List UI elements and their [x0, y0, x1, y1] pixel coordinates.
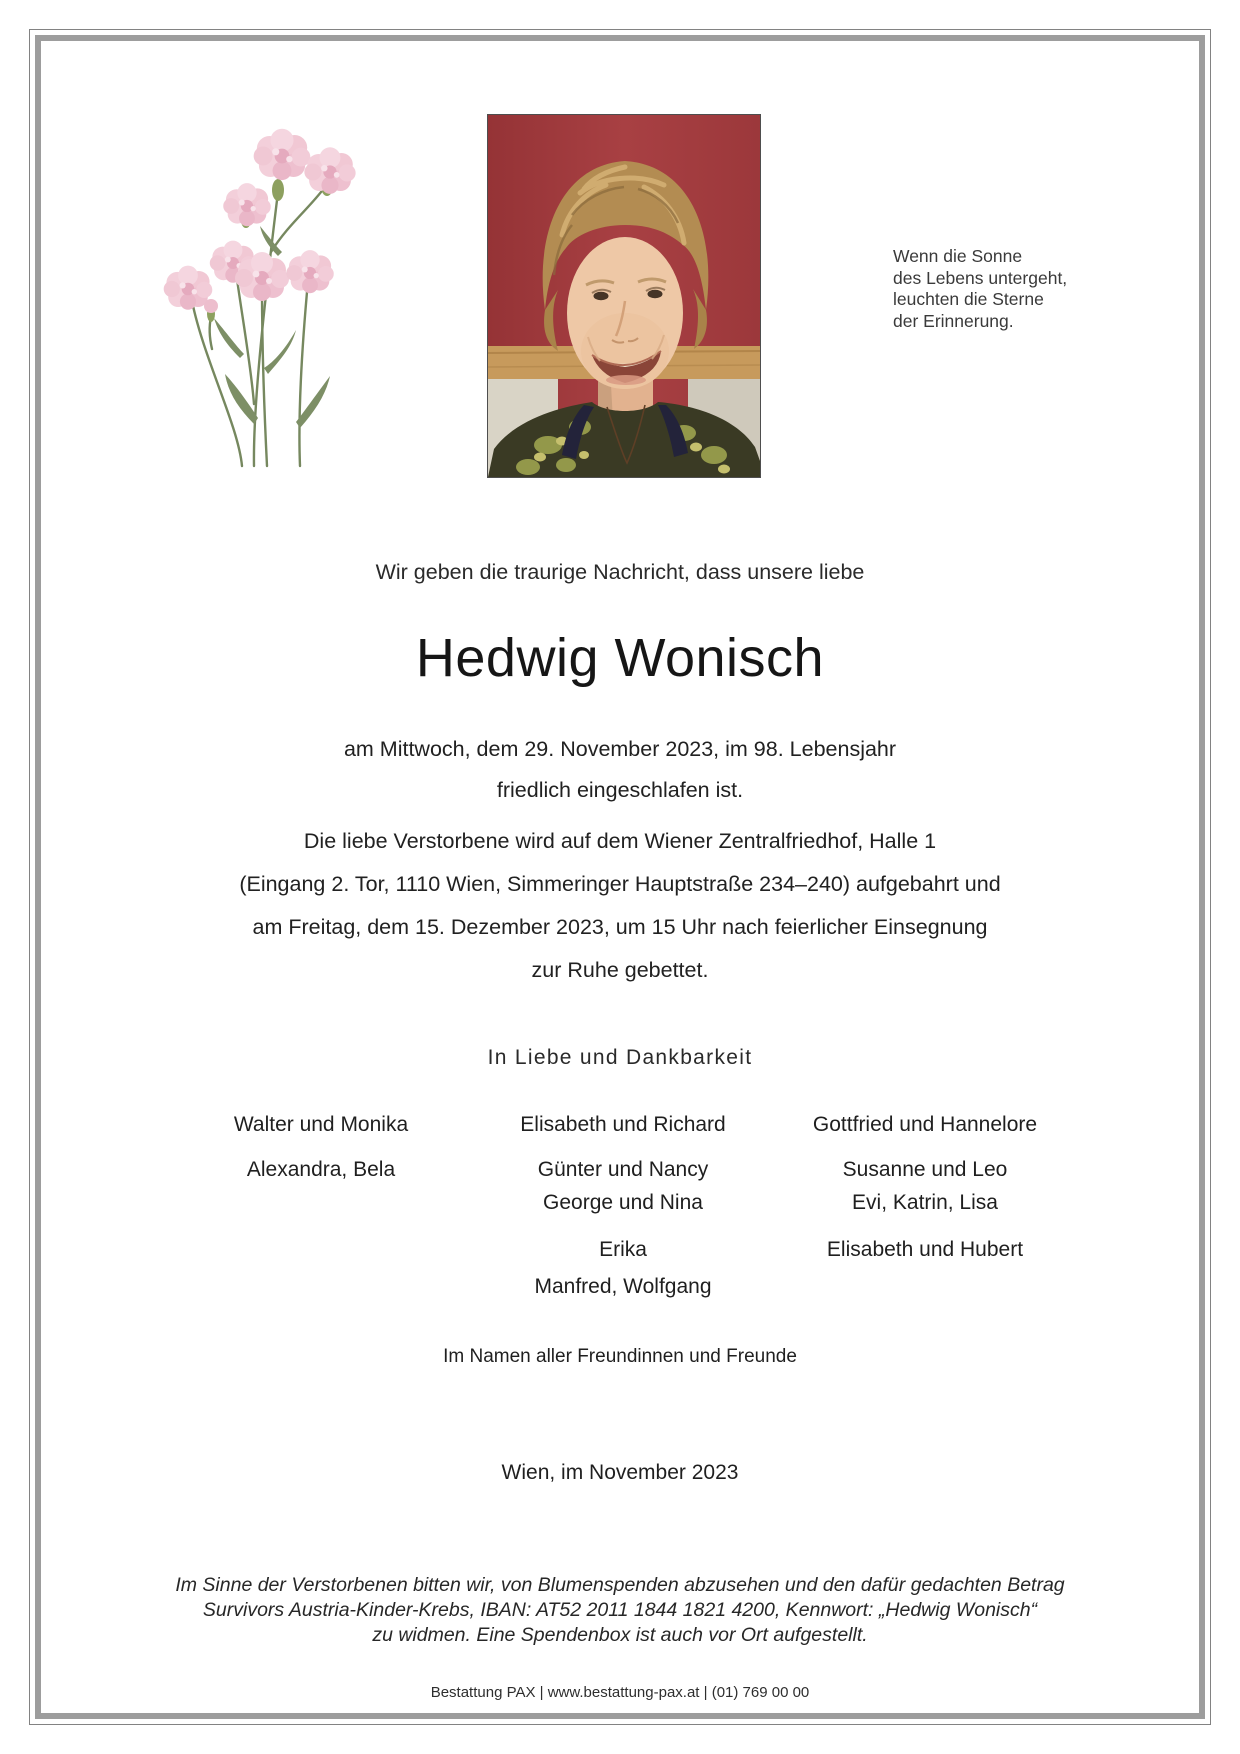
funeral-line: (Eingang 2. Tor, 1110 Wien, Simmeringer Hauptstraße 234–240) aufgebahrt und — [239, 872, 1001, 896]
verse-line: der Erinnerung. — [893, 310, 1014, 331]
portrait-illustration — [488, 115, 760, 477]
mourners-row — [170, 1274, 1076, 1300]
donation-request — [0, 1573, 1240, 1648]
mourners-row — [170, 1157, 1076, 1183]
mourner-name: Elisabeth und Hubert — [826, 1238, 1024, 1261]
mourners-row — [170, 1112, 1076, 1138]
mourners-row — [170, 1190, 1076, 1216]
mourner-name — [170, 1274, 472, 1300]
friends-line: Im Namen aller Freundinnen und Freunde — [443, 1346, 797, 1367]
mourner-name: Susanne und Leo — [842, 1158, 1008, 1181]
mourner-name — [774, 1274, 1076, 1300]
mourner-name: Walter und Monika — [233, 1113, 409, 1136]
death-date-line: am Mittwoch, dem 29. November 2023, im 98. Lebensjahr — [343, 737, 897, 761]
portrait-photo — [487, 114, 761, 478]
farewell-heading: In Liebe und Dankbarkeit — [487, 1046, 753, 1069]
mourner-name — [170, 1237, 472, 1263]
announcement-intro: Wir geben die traurige Nachricht, dass unsere liebe — [375, 560, 865, 584]
mourner-name — [170, 1190, 472, 1216]
carnations-illustration — [150, 106, 365, 468]
mourner-name: George und Nina — [543, 1191, 703, 1214]
verse-line: des Lebens untergeht, — [893, 267, 1068, 288]
verse-line: Wenn die Sonne — [893, 246, 1023, 266]
mourner-name: Manfred, Wolfgang — [534, 1275, 712, 1298]
funeral-details — [0, 820, 1240, 992]
funeral-home-footer: Bestattung PAX | www.bestattung-pax.at | (01) 769 00 00 — [430, 1684, 810, 1701]
place-and-date: Wien, im November 2023 — [501, 1461, 739, 1484]
verse-line: leuchten die Sterne — [893, 289, 1044, 309]
mourner-name: Alexandra, Bela — [246, 1158, 396, 1181]
donation-line: Survivors Austria-Kinder-Krebs, IBAN: AT52 2011 1844 1821 4200, Kennwort: „Hedwig Wonisch“ — [202, 1599, 1038, 1621]
donation-line: zu widmen. Eine Spendenbox ist auch vor Ort aufgestellt. — [372, 1624, 868, 1646]
mourner-name: Erika — [599, 1238, 647, 1261]
mourner-name: Evi, Katrin, Lisa — [852, 1191, 998, 1214]
funeral-line: zur Ruhe gebettet. — [531, 958, 709, 982]
funeral-line: am Freitag, dem 15. Dezember 2023, um 15 Uhr nach feierlicher Einsegnung — [252, 915, 988, 939]
death-closing-line: friedlich eingeschlafen ist. — [496, 778, 744, 802]
mourners-list — [170, 1112, 1076, 1300]
funeral-line: Die liebe Verstorbene wird auf dem Wiener Zentralfriedhof, Halle 1 — [303, 829, 937, 853]
mourner-name: Günter und Nancy — [537, 1158, 709, 1181]
donation-line: Im Sinne der Verstorbenen bitten wir, von Blumenspenden abzusehen und den dafür gedachten Betrag — [175, 1574, 1065, 1596]
memorial-verse — [893, 246, 1083, 332]
carnations-image — [150, 106, 365, 468]
deceased-name: Hedwig Wonisch — [415, 628, 825, 688]
mourner-name: Gottfried und Hannelore — [812, 1113, 1038, 1136]
mourner-name: Elisabeth und Richard — [520, 1113, 726, 1136]
mourners-row — [170, 1237, 1076, 1263]
